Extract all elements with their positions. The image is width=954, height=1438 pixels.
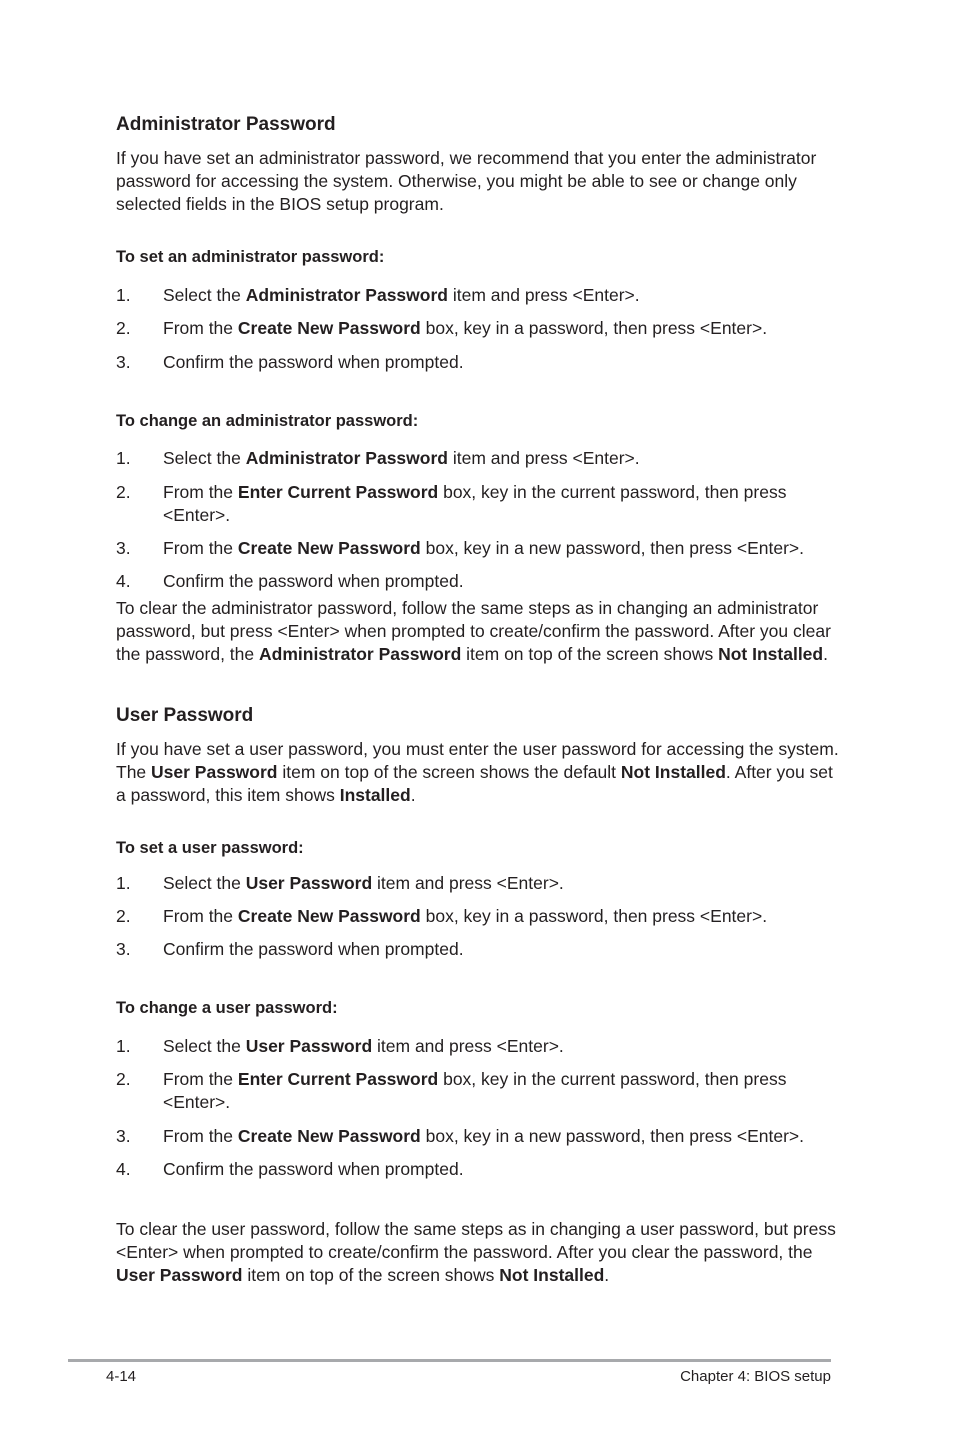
footer-rule [68, 1359, 831, 1362]
list-number: 3. [116, 352, 131, 372]
user-set-title: To set a user password: [116, 839, 304, 857]
list-number: 2. [116, 906, 131, 926]
list-item: From the Enter Current Password box, key in the current password, then press <Enter>. [163, 1069, 787, 1112]
user-password-heading: User Password [116, 705, 254, 726]
admin-clear-paragraph: To clear the administrator password, follow the same steps as in changing an administrator password, but press <Enter> when prompted to create/confirm the password. After you clear the password, the Administrator Password item on top of the screen shows Not Installed. [116, 598, 831, 664]
admin-password-heading: Administrator Password [116, 114, 336, 135]
list-number: 1. [116, 448, 131, 468]
list-number: 3. [116, 939, 131, 959]
admin-intro-paragraph: If you have set an administrator password, we recommend that you enter the administrator password for accessing the system. Otherwise, you might be able to see or change only selected fields in the BIOS setup program. [116, 148, 817, 214]
list-number: 2. [116, 318, 131, 338]
list-item: From the Create New Password box, key in a password, then press <Enter>. [163, 318, 768, 338]
admin-set-title: To set an administrator password: [116, 248, 385, 266]
admin-change-title: To change an administrator password: [116, 412, 419, 430]
list-number: 3. [116, 1126, 131, 1146]
list-item: Select the User Password item and press <Enter>. [163, 873, 564, 893]
list-number: 3. [116, 538, 131, 558]
list-item: Confirm the password when prompted. [163, 571, 464, 591]
list-number: 1. [116, 285, 131, 305]
user-change-title: To change a user password: [116, 999, 338, 1017]
list-item: From the Enter Current Password box, key in the current password, then press <Enter>. [163, 482, 787, 525]
list-item: Select the Administrator Password item and press <Enter>. [163, 285, 640, 305]
list-item: Confirm the password when prompted. [163, 1159, 464, 1179]
list-item: Select the Administrator Password item and press <Enter>. [163, 448, 640, 468]
chapter-label: Chapter 4: BIOS setup [680, 1368, 831, 1385]
user-intro-paragraph: If you have set a user password, you must enter the user password for accessing the system. The User Password item on top of the screen shows the default Not Installed. After you set a password, this item shows Installed. [116, 739, 839, 805]
list-number: 2. [116, 482, 131, 502]
list-number: 4. [116, 571, 131, 591]
page-number: 4-14 [106, 1368, 137, 1385]
user-clear-paragraph: To clear the user password, follow the same steps as in changing a user password, but press <Enter> when prompted to create/confirm the password. After you clear the password, the User Password item on top of the screen shows Not Installed. [116, 1219, 836, 1285]
list-number: 1. [116, 873, 131, 893]
list-item: Confirm the password when prompted. [163, 352, 464, 372]
list-item: Select the User Password item and press <Enter>. [163, 1036, 564, 1056]
list-item: From the Create New Password box, key in a new password, then press <Enter>. [163, 538, 805, 558]
list-item: From the Create New Password box, key in a password, then press <Enter>. [163, 906, 768, 926]
list-number: 4. [116, 1159, 131, 1179]
list-item: Confirm the password when prompted. [163, 939, 464, 959]
list-number: 1. [116, 1036, 131, 1056]
list-item: From the Create New Password box, key in a new password, then press <Enter>. [163, 1126, 805, 1146]
list-number: 2. [116, 1069, 131, 1089]
